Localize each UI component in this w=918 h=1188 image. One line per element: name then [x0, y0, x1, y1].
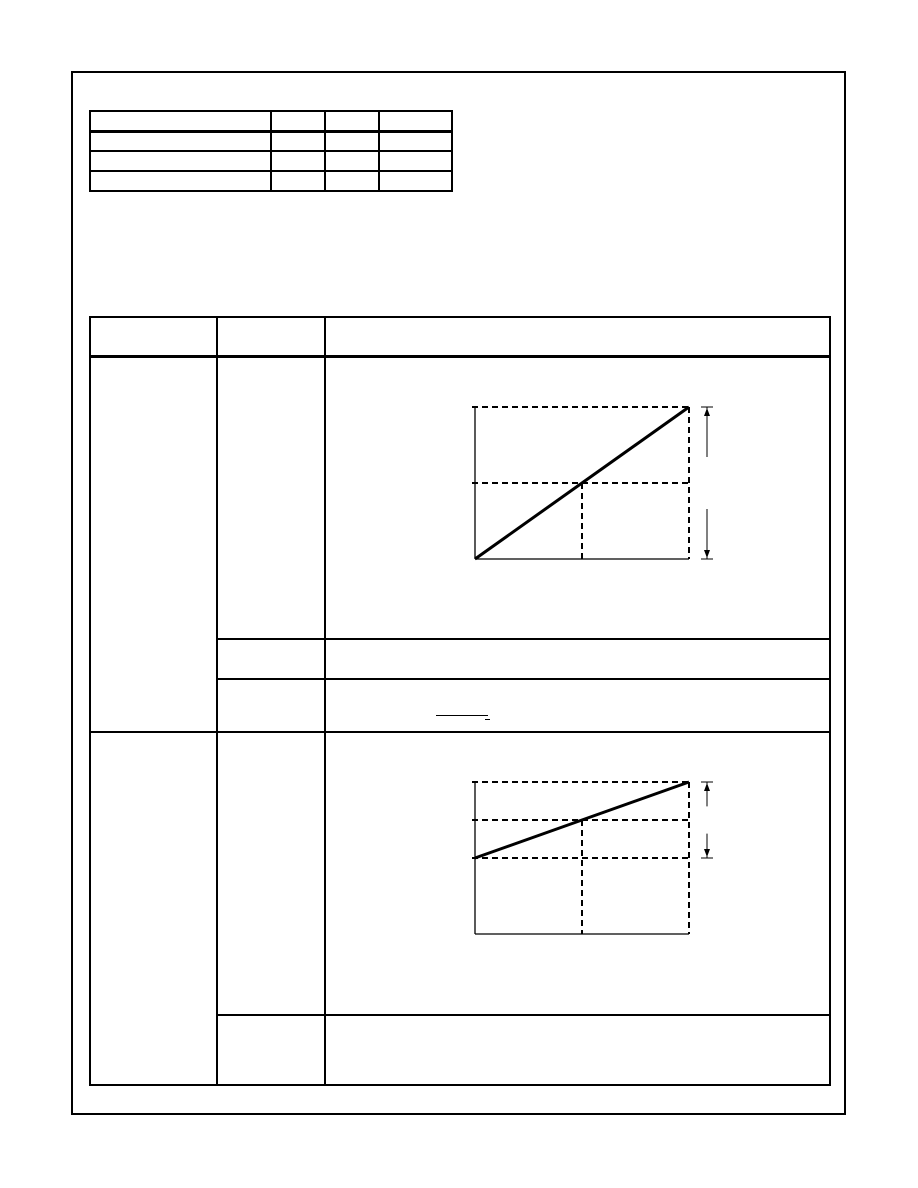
group-1-row-b-label — [217, 639, 325, 679]
small-table-row — [90, 131, 452, 151]
small-table-cell — [90, 131, 271, 151]
group-2-label-cell — [90, 732, 217, 1085]
main-table-header-cell — [90, 317, 217, 356]
chart-1-cell — [325, 356, 830, 639]
small-table-row — [90, 171, 452, 191]
small-table-cell — [379, 111, 452, 131]
small-table-row — [90, 151, 452, 171]
range-arrowhead-down — [704, 849, 710, 857]
small-table-cell — [325, 171, 379, 191]
small-table-cell — [379, 131, 452, 151]
main-table-header-row — [90, 317, 830, 356]
group-1-row-a-label — [217, 356, 325, 639]
small-table-cell — [271, 171, 325, 191]
fraction-bar — [436, 715, 488, 716]
small-table-cell — [90, 171, 271, 191]
small-table-header-row — [90, 111, 452, 131]
small-table-cell — [325, 151, 379, 171]
small-table-cell — [271, 131, 325, 151]
chart-2-cell — [325, 732, 830, 1015]
range-arrowhead-down — [704, 550, 710, 558]
group-2-row-b-label — [217, 1015, 325, 1085]
fraction-tick — [485, 719, 490, 720]
small-table-cell — [271, 151, 325, 171]
group-1-label-cell — [90, 356, 217, 732]
group-1-row-c-label — [217, 679, 325, 732]
small-table-cell — [325, 131, 379, 151]
small-table-cell — [379, 151, 452, 171]
group-1-row-c-content — [325, 679, 830, 732]
range-arrowhead-up — [704, 408, 710, 416]
small-table-cell — [271, 111, 325, 131]
group-2-row-a-label — [217, 732, 325, 1015]
main-table — [89, 316, 831, 1086]
small-table-cell — [90, 111, 271, 131]
chart-1 — [326, 358, 831, 641]
main-table-header-cell — [325, 317, 830, 356]
group-2-row-b-content — [325, 1015, 830, 1085]
small-table — [89, 110, 453, 192]
main-table-row — [90, 732, 830, 1015]
small-table-cell — [379, 171, 452, 191]
chart-2 — [326, 733, 831, 1016]
small-table-cell — [90, 151, 271, 171]
group-1-row-b-content — [325, 639, 830, 679]
range-arrowhead-up — [704, 783, 710, 791]
main-table-header-cell — [217, 317, 325, 356]
small-table-cell — [325, 111, 379, 131]
main-table-row — [90, 356, 830, 639]
